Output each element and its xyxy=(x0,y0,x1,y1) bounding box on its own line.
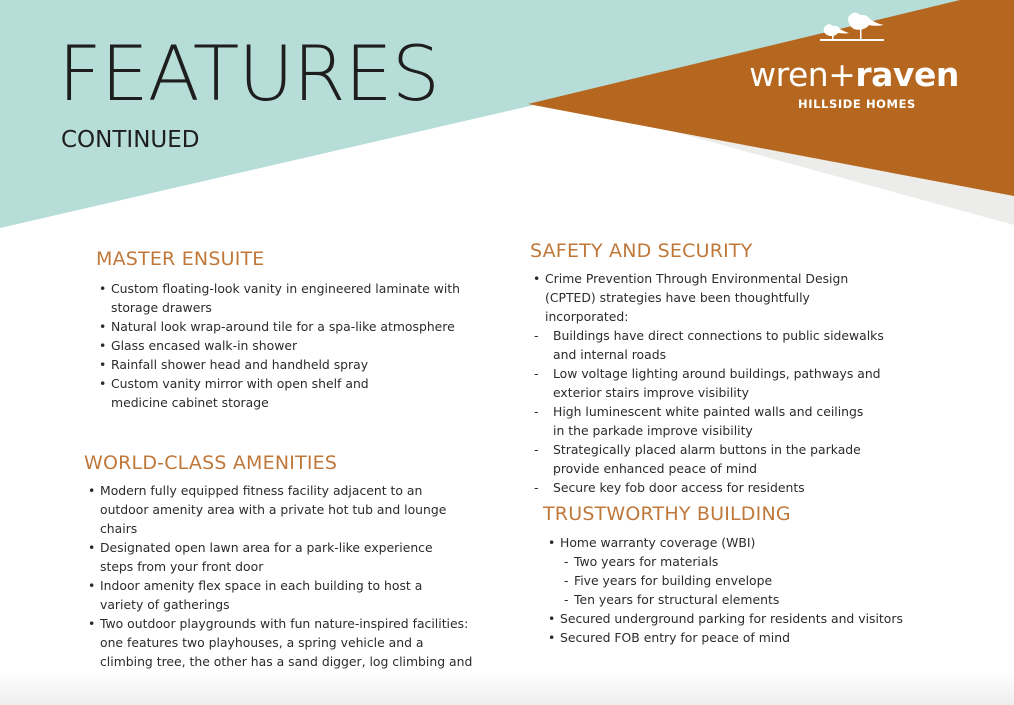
trustworthy-list xyxy=(548,533,918,647)
list-item: • Modern fully equipped fitness facility adjacent to an outdoor amenity area with a private hot tub and lounge chairs xyxy=(88,481,462,538)
page-bottom-shadow xyxy=(0,672,1014,705)
list-item: • Custom floating-look vanity in engineered laminate with storage drawers xyxy=(99,279,469,317)
list-item: • Designated open lawn area for a park-like experience steps from your front door xyxy=(88,538,462,576)
list-item: - Two years for materials xyxy=(548,552,918,571)
logo-word-raven: raven xyxy=(855,55,959,94)
amenities-list xyxy=(88,481,476,690)
list-item: • Rainfall shower head and handheld spray xyxy=(99,355,469,374)
list-item: - Strategically placed alarm buttons in the parkade provide enhanced peace of mind xyxy=(533,440,898,478)
logo-plus: + xyxy=(828,55,856,94)
section-heading-amenities: WORLD-CLASS AMENITIES xyxy=(84,452,338,474)
section-heading-trustworthy: TRUSTWORTHY BUILDING xyxy=(543,503,791,525)
list-item: - Five years for building envelope xyxy=(548,571,918,590)
list-item: - High luminescent white painted walls and ceilings in the parkade improve visibility xyxy=(533,402,873,440)
list-item: • Home warranty coverage (WBI) xyxy=(548,533,918,552)
safety-list xyxy=(533,269,923,497)
list-item: - Buildings have direct connections to public sidewalks and internal roads xyxy=(533,326,898,364)
list-item: - Low voltage lighting around buildings, pathways and exterior stairs improve visibility xyxy=(533,364,923,402)
list-item: - Ten years for structural elements xyxy=(548,590,918,609)
list-item: • Indoor amenity flex space in each building to host a variety of gatherings xyxy=(88,576,455,614)
list-item: • Crime Prevention Through Environmental Design (CPTED) strategies have been thoughtfully incorporated: xyxy=(533,269,885,326)
page-title: FEATURES xyxy=(58,29,439,118)
brand-logo xyxy=(738,55,970,111)
list-item: • Custom vanity mirror with open shelf and medicine cabinet storage xyxy=(99,374,429,412)
logo-tagline: HILLSIDE HOMES xyxy=(798,97,916,111)
list-item: • Two outdoor playgrounds with fun nature-inspired facilities: one features two playhouses, a spring vehicle and a climbing tree, the other has a sand digger, log climbing and xyxy=(88,614,478,690)
section-heading-master-ensuite: MASTER ENSUITE xyxy=(96,248,265,270)
list-item: • Secured underground parking for residents and visitors xyxy=(548,609,918,628)
page-subtitle: CONTINUED xyxy=(61,127,200,153)
logo-word-wren: wren xyxy=(749,55,829,94)
master-ensuite-list xyxy=(99,279,469,412)
birds-icon xyxy=(818,6,888,46)
list-item: • Natural look wrap-around tile for a spa-like atmosphere xyxy=(99,317,469,336)
list-item: • Glass encased walk-in shower xyxy=(99,336,469,355)
logo-wordmark xyxy=(738,55,970,94)
list-item: - Secure key fob door access for residents xyxy=(533,478,923,497)
section-heading-safety: SAFETY AND SECURITY xyxy=(530,240,753,262)
list-item: • Secured FOB entry for peace of mind xyxy=(548,628,918,647)
